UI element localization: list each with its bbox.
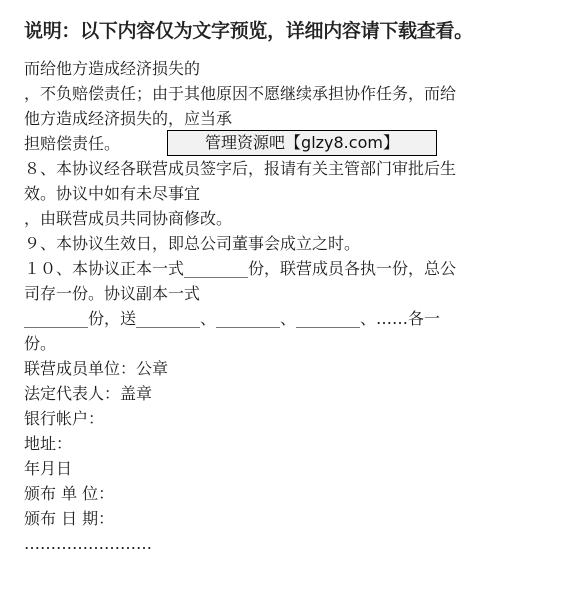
document-line: 份。 bbox=[24, 334, 57, 353]
document-line: 他方造成经济损失的，应当承 bbox=[24, 109, 233, 128]
document-line: ，不负赔偿责任；由于其他原因不愿继续承担协作任务，而给 bbox=[24, 84, 457, 103]
preview-notice: 说明：以下内容仅为文字预览，详细内容请下载查看。 bbox=[24, 20, 473, 42]
document-line: 颁布 日 期： bbox=[24, 509, 115, 528]
document-line: 银行帐户： bbox=[24, 409, 105, 428]
document-line: 联营成员单位：公章 bbox=[24, 359, 169, 378]
document-line: 地址： bbox=[24, 434, 73, 453]
document-line: ，由联营成员共同协商修改。 bbox=[24, 209, 233, 228]
document-line: 司存一份。协议副本一式 bbox=[24, 284, 201, 303]
document-line: １０、本协议正本一式________份，联营成员各执一份，总公 bbox=[24, 259, 457, 278]
document-line: 而给他方造成经济损失的 bbox=[24, 59, 201, 78]
document-line: 效。协议中如有未尽事宜 bbox=[24, 184, 201, 203]
site-watermark-banner: 管理资源吧【glzy8.com】 bbox=[167, 130, 437, 156]
document-line: 颁布 单 位： bbox=[24, 484, 115, 503]
document-line: 担赔偿责任。 bbox=[24, 134, 121, 153]
document-line: ８、本协议经各联营成员签字后，报请有关主管部门审批后生 bbox=[24, 159, 457, 178]
document-line: ________份，送________、________、________、……各一 bbox=[24, 309, 441, 328]
document-line: 年月日 bbox=[24, 459, 73, 478]
document-line: ９、本协议生效日，即总公司董事会成立之时。 bbox=[24, 234, 361, 253]
document-line: 法定代表人：盖章 bbox=[24, 384, 153, 403]
document-line: …………………… bbox=[24, 534, 152, 553]
